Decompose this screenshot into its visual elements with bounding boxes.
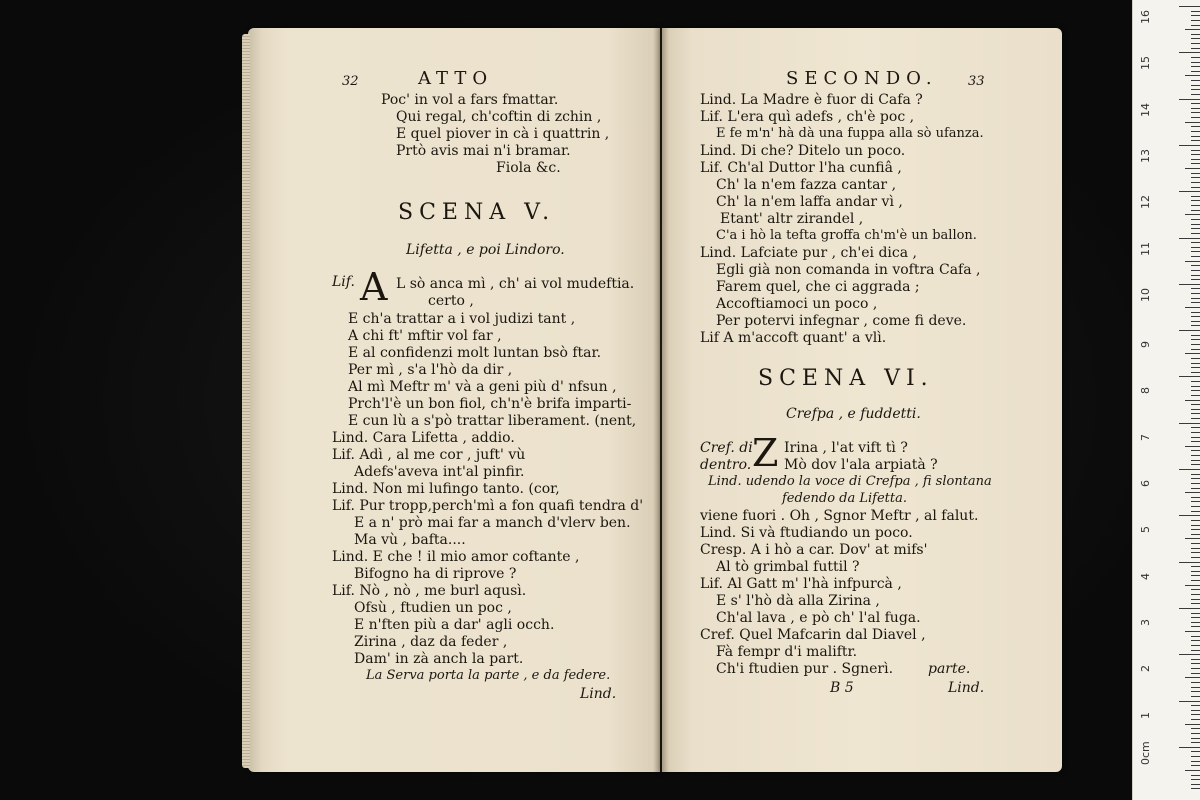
ruler-tick (1191, 594, 1200, 595)
ruler-tick (1191, 349, 1200, 350)
verse-line: certo , (428, 293, 474, 309)
page-number: 32 (342, 74, 359, 89)
ruler-tick (1185, 307, 1200, 308)
ruler-tick (1179, 562, 1200, 563)
verse-line: Cref. Quel Mafcarin dal Diavel , (700, 627, 926, 643)
ruler-tick (1191, 321, 1200, 322)
ruler-tick (1191, 367, 1200, 368)
ruler-tick (1191, 636, 1200, 637)
ruler-tick (1191, 464, 1200, 465)
ruler-tick (1191, 506, 1200, 507)
ruler-tick (1191, 738, 1200, 739)
verse-line: Mò dov l'ala arpiatà ? (784, 457, 938, 473)
ruler-number: 15 (1139, 56, 1152, 71)
verse-line: Lind. Di che? Ditelo un poco. (700, 143, 906, 159)
catchword: Lind. (948, 680, 985, 696)
ruler-tick (1191, 571, 1200, 572)
verse-line: Al mì Meftr m' và a geni più d' nfsun , (348, 379, 617, 395)
ruler-tick (1191, 89, 1200, 90)
ruler-tick (1191, 298, 1200, 299)
ruler-tick (1185, 400, 1200, 401)
ruler-tick (1191, 316, 1200, 317)
ruler-number: 6 (1139, 480, 1152, 487)
ruler-tick (1191, 126, 1200, 127)
verse-line: E cun lù a s'pò trattar liberament. (nent, (348, 413, 637, 429)
ruler-tick (1185, 168, 1200, 169)
ruler-tick (1191, 386, 1200, 387)
ruler-tick (1191, 645, 1200, 646)
ruler-number: 11 (1139, 241, 1152, 256)
ruler-number: 12 (1139, 195, 1152, 210)
ruler-tick (1191, 784, 1200, 785)
running-title: ATTO (418, 68, 494, 89)
right-page (662, 28, 1062, 772)
ruler-tick (1191, 575, 1200, 576)
verse-line: Lind. Non mi lufingo tanto. (cor, (332, 481, 560, 497)
verse-line: Ch' la n'em laffa andar vì , (716, 194, 903, 210)
ruler-tick (1191, 94, 1200, 95)
ruler-tick (1185, 446, 1200, 447)
verse-line: Lind. La Madre è fuor di Cafa ? (700, 92, 923, 108)
verse-line: Prch'l'è un bon fiol, ch'n'è brifa imparti- (348, 396, 632, 412)
ruler-tick (1179, 191, 1200, 192)
ruler-tick (1191, 372, 1200, 373)
verse-line: Adefs'aveva int'al pinfir. (354, 464, 525, 480)
verse-line: Ch' la n'em fazza cantar , (716, 177, 897, 193)
page-edges (242, 34, 250, 768)
ruler-tick (1191, 108, 1200, 109)
ruler-tick (1191, 450, 1200, 451)
ruler-tick (1191, 520, 1200, 521)
ruler-tick (1191, 288, 1200, 289)
ruler-tick (1191, 293, 1200, 294)
verse-line: Al tò grimbal futtil ? (716, 559, 860, 575)
ruler-number: 3 (1139, 618, 1152, 626)
ruler-tick (1191, 173, 1200, 174)
ruler-tick (1191, 219, 1200, 220)
ruler-tick (1179, 6, 1200, 7)
ruler-tick (1191, 103, 1200, 104)
open-book (248, 28, 1063, 774)
verse-line: Poc' in vol a fars fmattar. (381, 92, 559, 108)
ruler-tick (1191, 765, 1200, 766)
ruler-tick (1191, 788, 1200, 789)
ruler-tick (1191, 529, 1200, 530)
ruler-tick (1191, 256, 1200, 257)
ruler-tick (1191, 150, 1200, 151)
ruler-tick (1191, 15, 1200, 16)
ruler-tick (1191, 80, 1200, 81)
verse-line: Farem quel, che ci aggrada ; (716, 279, 920, 295)
verse-line: L sò anca mì , ch' ai vol mudeftia. (396, 276, 635, 292)
verse-line: Lind. Lafciate pur , ch'ei dica , (700, 245, 917, 261)
signature-mark: B 5 (830, 680, 854, 696)
ruler-tick (1191, 242, 1200, 243)
ruler-tick (1191, 650, 1200, 651)
ruler-tick (1191, 154, 1200, 155)
ruler-tick (1191, 742, 1200, 743)
ruler-tick (1191, 363, 1200, 364)
scene-persons: Crefpa , e fuddetti. (786, 406, 921, 422)
speaker-label: Cref. di (700, 440, 753, 456)
ruler-tick (1185, 261, 1200, 262)
ruler-tick (1191, 270, 1200, 271)
verse-line: Lif. L'era quì adefs , ch'è poc , (700, 109, 915, 125)
ruler-tick (1191, 140, 1200, 141)
ruler-number: 14 (1139, 102, 1152, 117)
scene-persons: Lifetta , e poi Lindoro. (406, 242, 565, 258)
ruler-number: 9 (1139, 341, 1152, 349)
book-gutter (653, 28, 669, 772)
ruler-number: 7 (1139, 433, 1152, 441)
ruler-tick (1191, 580, 1200, 581)
verse-line: Ch'al lava , e pò ch' l'al fuga. (716, 610, 921, 626)
ruler-tick (1191, 728, 1200, 729)
ruler-tick (1191, 756, 1200, 757)
verse-line: Ofsù , ftudien un poc , (354, 600, 512, 616)
ruler-tick (1191, 626, 1200, 627)
ruler-tick (1191, 279, 1200, 280)
ruler-tick (1191, 395, 1200, 396)
ruler-tick (1191, 483, 1200, 484)
ruler-tick (1191, 733, 1200, 734)
ruler-tick (1179, 654, 1200, 655)
ruler-tick (1179, 99, 1200, 100)
ruler-tick (1191, 200, 1200, 201)
ruler-tick (1185, 724, 1200, 725)
ruler-tick (1191, 404, 1200, 405)
ruler-tick (1191, 478, 1200, 479)
ruler-tick (1191, 325, 1200, 326)
verse-line: Lind. Cara Lifetta , addio. (332, 430, 515, 446)
verse-line: Lif. Pur tropp,perch'mì a fon quafi tendra d' (332, 498, 644, 514)
ruler-tick (1185, 677, 1200, 678)
ruler-tick (1185, 214, 1200, 215)
ruler-tick (1191, 668, 1200, 669)
verse-line: Per potervi infegnar , come fi deve. (716, 313, 967, 329)
ruler-tick (1191, 437, 1200, 438)
ruler-number: 8 (1139, 387, 1152, 395)
ruler-tick (1191, 682, 1200, 683)
verse-line: E a n' prò mai far a manch d'vlerv ben. (354, 515, 631, 531)
verse-line: Qui regal, ch'coftin di zchin , (396, 109, 602, 125)
ruler-tick (1191, 62, 1200, 63)
verse-line: Zirina , daz da feder , (354, 634, 508, 650)
ruler-tick (1191, 163, 1200, 164)
ruler-tick (1191, 622, 1200, 623)
ruler-tick (1191, 566, 1200, 567)
ruler-tick (1191, 460, 1200, 461)
ruler-tick (1185, 538, 1200, 539)
ruler-tick (1191, 71, 1200, 72)
ruler-tick (1179, 52, 1200, 53)
verse-line: Bifogno ha di riprove ? (354, 566, 517, 582)
ruler-tick (1185, 75, 1200, 76)
ruler-tick (1191, 427, 1200, 428)
ruler-tick (1185, 29, 1200, 30)
ruler-tick (1191, 57, 1200, 58)
ruler-tick (1185, 492, 1200, 493)
ruler-tick (1191, 43, 1200, 44)
verse-line: Lif. Nò , nò , me burl aqusì. (332, 583, 527, 599)
ruler-tick (1191, 302, 1200, 303)
ruler-tick (1191, 409, 1200, 410)
ruler-tick (1191, 714, 1200, 715)
ruler-tick (1191, 761, 1200, 762)
ruler-tick (1179, 423, 1200, 424)
ruler-tick (1185, 353, 1200, 354)
ruler-tick (1191, 247, 1200, 248)
ruler-number: 16 (1139, 10, 1152, 24)
ruler-tick (1191, 187, 1200, 188)
verse-line: E fe m'n' hà dà una fuppa alla sò ufanza. (716, 126, 984, 141)
verse-line: Ch'i ftudien pur . Sgnerì. (716, 661, 894, 677)
ruler-tick (1185, 631, 1200, 632)
speaker-label: dentro. (700, 457, 752, 473)
verse-line: Accoftiamoci un poco , (716, 296, 878, 312)
stage-direction: Lind. udendo la voce di Crefpa , fi slontana (708, 474, 992, 489)
scene-heading: SCENA VI. (758, 366, 934, 391)
measuring-ruler (1132, 0, 1200, 800)
left-page (248, 28, 660, 772)
ruler-tick (1191, 390, 1200, 391)
verse-line: Egli già non comanda in voftra Cafa , (716, 262, 981, 278)
ruler-tick (1179, 145, 1200, 146)
ruler-tick (1191, 251, 1200, 252)
ruler-tick (1191, 557, 1200, 558)
ruler-tick (1191, 196, 1200, 197)
verse-line: Fiola &c. (496, 160, 561, 176)
ruler-tick (1191, 775, 1200, 776)
ruler-tick (1191, 455, 1200, 456)
stage-direction: La Serva porta la parte , e da federe. (366, 668, 611, 683)
ruler-tick (1179, 376, 1200, 377)
ruler-tick (1191, 312, 1200, 313)
catchword: Lind. (580, 686, 617, 702)
running-title: SECONDO. (786, 68, 938, 89)
verse-line: Irina , l'at vift tì ? (784, 440, 908, 456)
ruler-tick (1179, 238, 1200, 239)
ruler-tick (1191, 85, 1200, 86)
ruler-tick (1191, 719, 1200, 720)
ruler-tick (1191, 112, 1200, 113)
verse-line: Lif. Adì , al me cor , juft' vù (332, 447, 526, 463)
ruler-tick (1191, 603, 1200, 604)
ruler-tick (1191, 381, 1200, 382)
verse-line: Per mì , s'a l'hò da dir , (348, 362, 513, 378)
verse-line: E quel piover in cà i quattrin , (396, 126, 610, 142)
ruler-tick (1191, 11, 1200, 12)
ruler-tick (1191, 663, 1200, 664)
ruler-number: 2 (1139, 665, 1152, 673)
ruler-tick (1191, 659, 1200, 660)
ruler-tick (1191, 48, 1200, 49)
ruler-tick (1179, 701, 1200, 702)
ruler-tick (1191, 418, 1200, 419)
ruler-tick (1191, 66, 1200, 67)
verse-line: Cresp. A i hò a car. Dov' at mifs' (700, 542, 928, 558)
verse-line: Lif. Al Gatt m' l'hà infpurcà , (700, 576, 902, 592)
scene-heading: SCENA V. (398, 200, 556, 225)
ruler-tick (1191, 552, 1200, 553)
ruler-tick (1191, 210, 1200, 211)
ruler-tick (1191, 25, 1200, 26)
ruler-tick (1191, 617, 1200, 618)
verse-line: Ma vù , bafta.... (354, 532, 466, 548)
ruler-tick (1191, 525, 1200, 526)
ruler-tick (1191, 511, 1200, 512)
ruler-tick (1191, 613, 1200, 614)
ruler-tick (1179, 330, 1200, 331)
ruler-tick (1191, 182, 1200, 183)
speaker-label: Lif. (332, 274, 355, 290)
ruler-tick (1191, 599, 1200, 600)
ruler-tick (1191, 358, 1200, 359)
ruler-tick (1179, 747, 1200, 748)
ruler-tick (1191, 265, 1200, 266)
ruler-tick (1191, 501, 1200, 502)
ruler-tick (1191, 177, 1200, 178)
ruler-number: 1 (1139, 711, 1152, 719)
ruler-tick (1191, 691, 1200, 692)
stage-direction: parte. (928, 661, 971, 677)
verse-line: E ch'a trattar a i vol judizi tant , (348, 311, 576, 327)
ruler-tick (1191, 696, 1200, 697)
ruler-tick (1185, 770, 1200, 771)
ruler-tick (1179, 284, 1200, 285)
ruler-number: 4 (1139, 572, 1152, 580)
ruler-tick (1191, 275, 1200, 276)
ruler-tick (1191, 38, 1200, 39)
stage-direction: fedendo da Lifetta. (782, 491, 908, 506)
ruler-tick (1191, 589, 1200, 590)
verse-line: Lind. Si và ftudiando un poco. (700, 525, 913, 541)
ruler-number: 10 (1139, 287, 1152, 302)
ruler-tick (1191, 751, 1200, 752)
drop-cap: A (360, 265, 388, 309)
ruler-tick (1191, 205, 1200, 206)
drop-cap: Z (752, 431, 779, 475)
ruler-tick (1191, 548, 1200, 549)
ruler-tick (1191, 488, 1200, 489)
ruler-tick (1191, 117, 1200, 118)
verse-line: Fà fempr d'i maliftr. (716, 644, 858, 660)
verse-line: viene fuori . Oh , Sgnor Meftr , al falut. (700, 508, 979, 524)
ruler-tick (1191, 497, 1200, 498)
ruler-tick (1191, 474, 1200, 475)
ruler-tick (1185, 585, 1200, 586)
ruler-tick (1191, 779, 1200, 780)
ruler-tick (1179, 469, 1200, 470)
ruler-tick (1191, 710, 1200, 711)
verse-line: Dam' in zà anch la part. (354, 651, 524, 667)
verse-line: Lind. E che ! il mio amor coftante , (332, 549, 580, 565)
page-number: 33 (968, 74, 985, 89)
ruler-number: 13 (1139, 148, 1152, 163)
ruler-tick (1191, 705, 1200, 706)
ruler-tick (1191, 34, 1200, 35)
verse-line: E s' l'hò dà alla Zirina , (716, 593, 880, 609)
ruler-tick (1191, 413, 1200, 414)
verse-line: E n'ften più a dar' agli occh. (354, 617, 555, 633)
ruler-tick (1191, 432, 1200, 433)
verse-line: C'a i hò la tefta groffa ch'm'è un ballon. (716, 228, 977, 243)
ruler-tick (1191, 344, 1200, 345)
ruler-tick (1191, 233, 1200, 234)
verse-line: Lif. Ch'al Duttor l'ha cunfiâ , (700, 160, 902, 176)
ruler-tick (1191, 335, 1200, 336)
ruler-tick (1191, 441, 1200, 442)
verse-line: Lif A m'accoft quant' a vlì. (700, 330, 887, 346)
ruler-number: 5 (1139, 526, 1152, 534)
ruler-tick (1191, 534, 1200, 535)
ruler-tick (1179, 515, 1200, 516)
ruler-number: 0cm (1139, 741, 1152, 765)
ruler-tick (1191, 131, 1200, 132)
ruler-tick (1191, 687, 1200, 688)
ruler-tick (1191, 228, 1200, 229)
ruler-tick (1191, 224, 1200, 225)
ruler-tick (1191, 159, 1200, 160)
ruler-tick (1191, 136, 1200, 137)
verse-line: A chi ft' mftir vol far , (348, 328, 502, 344)
ruler-tick (1191, 640, 1200, 641)
ruler-tick (1179, 608, 1200, 609)
ruler-tick (1191, 20, 1200, 21)
verse-line: Prtò avis mai n'i bramar. (396, 143, 571, 159)
ruler-tick (1191, 543, 1200, 544)
ruler-tick (1191, 339, 1200, 340)
ruler-tick (1185, 122, 1200, 123)
verse-line: Etant' altr zirandel , (720, 211, 864, 227)
verse-line: E al confidenzi molt luntan bsò ftar. (348, 345, 602, 361)
ruler-tick (1191, 673, 1200, 674)
